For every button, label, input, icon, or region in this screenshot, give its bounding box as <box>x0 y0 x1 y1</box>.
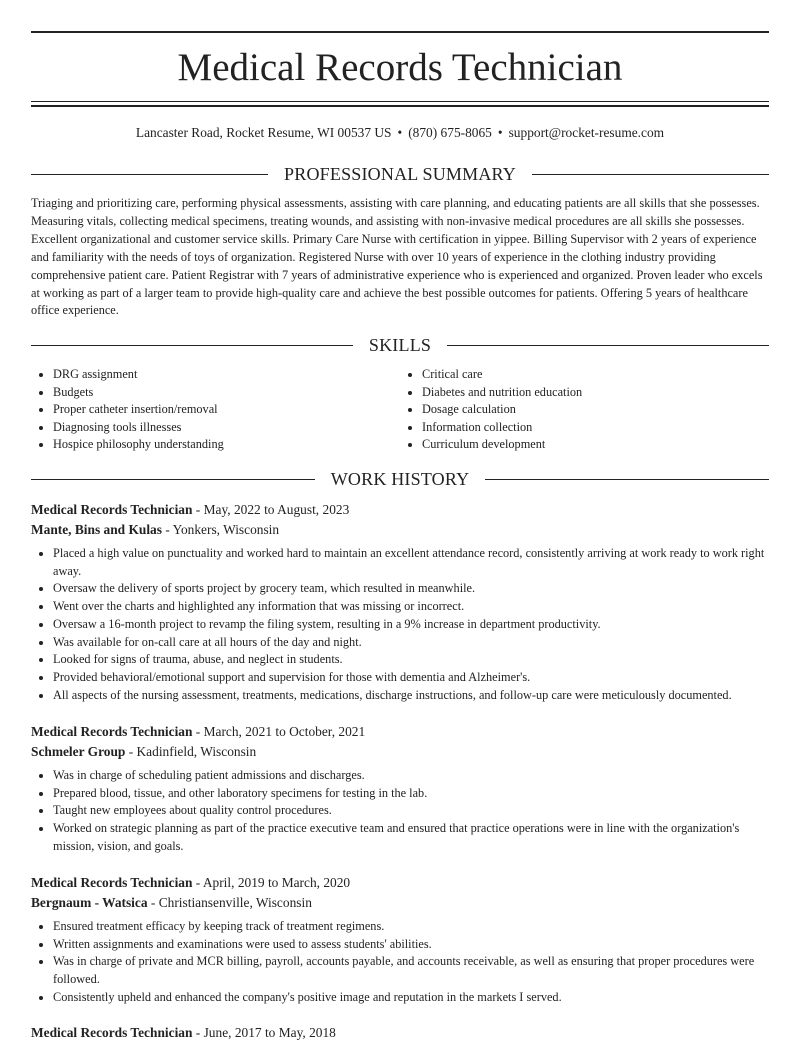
section-title-summary: PROFESSIONAL SUMMARY <box>284 163 516 184</box>
job-bullet: • Looked for signs of trauma, abuse, and neglect in students. <box>53 651 769 669</box>
job-bullets <box>31 918 769 1007</box>
job-role-line <box>31 722 769 742</box>
summary-paragraph: Triaging and prioritizing care, performing physical assessments, assisting with care planning, and educating patients are all skills that she possesses. Measuring vitals, collecting medical specimens, treating wounds, and assisting with non-invasive medical procedures are all skills she possesses. Excellent organizational and customer service skills. Primary Care Nurse with certification in yippee. Billing Supervisor with 2 years of experience and familiarity with the needs of toys of organization. Registered Nurse with over 10 years of experience in the clothing industry providing comprehensive patient care. Patient Registrar with 7 years of administrative experience who is experienced and organized. Proven leader who excels at working as part of a larger team to provide high-quality care and achieve the best possible outcomes for patients. Offering 5 years of healthcare office experience. <box>31 196 763 318</box>
job-location: - Christiansenville, Wisconsin <box>147 894 312 910</box>
job-company: Schmeler Group <box>31 743 126 759</box>
job-entry <box>31 873 769 1007</box>
job-bullets <box>31 545 769 704</box>
job-role-line <box>31 500 769 520</box>
contact-line <box>31 124 769 142</box>
skills-list-right <box>400 366 769 454</box>
job-bullet: • Written assignments and examinations were used to assess students' abilities. <box>53 936 769 954</box>
job-role-line <box>31 873 769 893</box>
skills-list-left <box>31 366 400 454</box>
heading-rule-left <box>31 479 315 480</box>
job-org-line <box>31 742 769 762</box>
job-title: Medical Records Technician <box>31 502 193 517</box>
section-title-skills: SKILLS <box>368 334 432 355</box>
job-bullet: • Provided behavioral/emotional support and supervision for those with dementia and Alzheimer's. <box>53 669 769 687</box>
job-title: Medical Records Technician <box>31 875 193 890</box>
candidate-name: Medical Records Technician <box>177 46 623 89</box>
section-title-work: WORK HISTORY <box>330 468 470 489</box>
heading-rule-left <box>31 174 268 175</box>
skill-item: • Budgets <box>53 384 400 402</box>
header-double-rule <box>31 101 769 107</box>
job-location: - Yonkers, Wisconsin <box>161 521 280 537</box>
job-bullet: • Oversaw the delivery of sports project by grocery team, which resulted in meanwhile. <box>53 580 769 598</box>
heading-rule-right <box>485 479 769 480</box>
job-dates: - March, 2021 to October, 2021 <box>192 724 366 739</box>
job-title: Medical Records Technician <box>31 1025 193 1040</box>
skill-item: • DRG assignment <box>53 366 400 384</box>
contact-email: support@rocket-resume.com <box>508 125 665 140</box>
top-rule <box>31 31 769 33</box>
job-bullet: • Placed a high value on punctuality and worked hard to maintain an excellent attendance record, consistently arriving at work ready to work right away. <box>53 545 769 580</box>
section-heading-summary <box>31 162 769 186</box>
job-bullet: • Oversaw a 16-month project to revamp the filing system, resulting in a 9% increase in department productivity. <box>53 616 769 634</box>
contact-separator: • <box>397 125 403 140</box>
heading-rule-right <box>532 174 769 175</box>
skill-item: • Dosage calculation <box>422 401 769 419</box>
contact-separator: • <box>497 125 503 140</box>
job-title: Medical Records Technician <box>31 724 193 739</box>
job-bullet: • Went over the charts and highlighted any information that was missing or incorrect. <box>53 598 769 616</box>
job-bullet: • All aspects of the nursing assessment, treatments, medications, discharge instructions, and follow-up care were meticulously documented. <box>53 687 769 705</box>
job-entry <box>31 722 769 856</box>
skills-columns <box>31 366 769 454</box>
job-company: Bergnaum - Watsica <box>31 894 148 910</box>
contact-address: Lancaster Road, Rocket Resume, WI 00537 US <box>135 125 392 140</box>
skill-item: • Curriculum development <box>422 436 769 454</box>
section-heading-skills <box>31 333 769 357</box>
job-dates: - June, 2017 to May, 2018 <box>192 1025 336 1040</box>
heading-rule-left <box>31 345 353 346</box>
job-bullet: • Consistently upheld and enhanced the company's positive image and reputation in the markets I served. <box>53 989 769 1007</box>
job-bullet: • Prepared blood, tissue, and other laboratory specimens for testing in the lab. <box>53 785 769 803</box>
skill-item: • Critical care <box>422 366 769 384</box>
job-org-line <box>31 893 769 913</box>
job-bullet: • Was in charge of private and MCR billing, payroll, accounts payable, and accounts receivable, as well as ensuring that proper procedures were followed. <box>53 953 769 988</box>
job-bullets <box>31 767 769 856</box>
heading-rule-right <box>447 345 769 346</box>
job-dates: - May, 2022 to August, 2023 <box>192 502 350 517</box>
skill-item: • Hospice philosophy understanding <box>53 436 400 454</box>
skill-item: • Diagnosing tools illnesses <box>53 419 400 437</box>
job-bullet: • Taught new employees about quality control procedures. <box>53 802 769 820</box>
skill-item: • Proper catheter insertion/removal <box>53 401 400 419</box>
job-bullet: • Worked on strategic planning as part of the practice executive team and ensured that practice operations were in line with the organization's mission, vision, and goals. <box>53 820 769 855</box>
job-org-line <box>31 520 769 540</box>
job-bullet: • Ensured treatment efficacy by keeping track of treatment regimens. <box>53 918 769 936</box>
job-company: Mante, Bins and Kulas <box>31 521 162 537</box>
skill-item: • Diabetes and nutrition education <box>422 384 769 402</box>
job-dates: - April, 2019 to March, 2020 <box>192 875 351 890</box>
section-heading-work <box>31 467 769 491</box>
job-bullet: • Was available for on-call care at all hours of the day and night. <box>53 634 769 652</box>
job-location: - Kadinfield, Wisconsin <box>125 743 257 759</box>
contact-phone: (870) 675-8065 <box>408 125 492 140</box>
job-entry <box>31 500 769 704</box>
job-role-line <box>31 1023 769 1043</box>
skill-item: • Information collection <box>422 419 769 437</box>
job-bullet: • Was in charge of scheduling patient admissions and discharges. <box>53 767 769 785</box>
job-entry <box>31 1023 769 1043</box>
